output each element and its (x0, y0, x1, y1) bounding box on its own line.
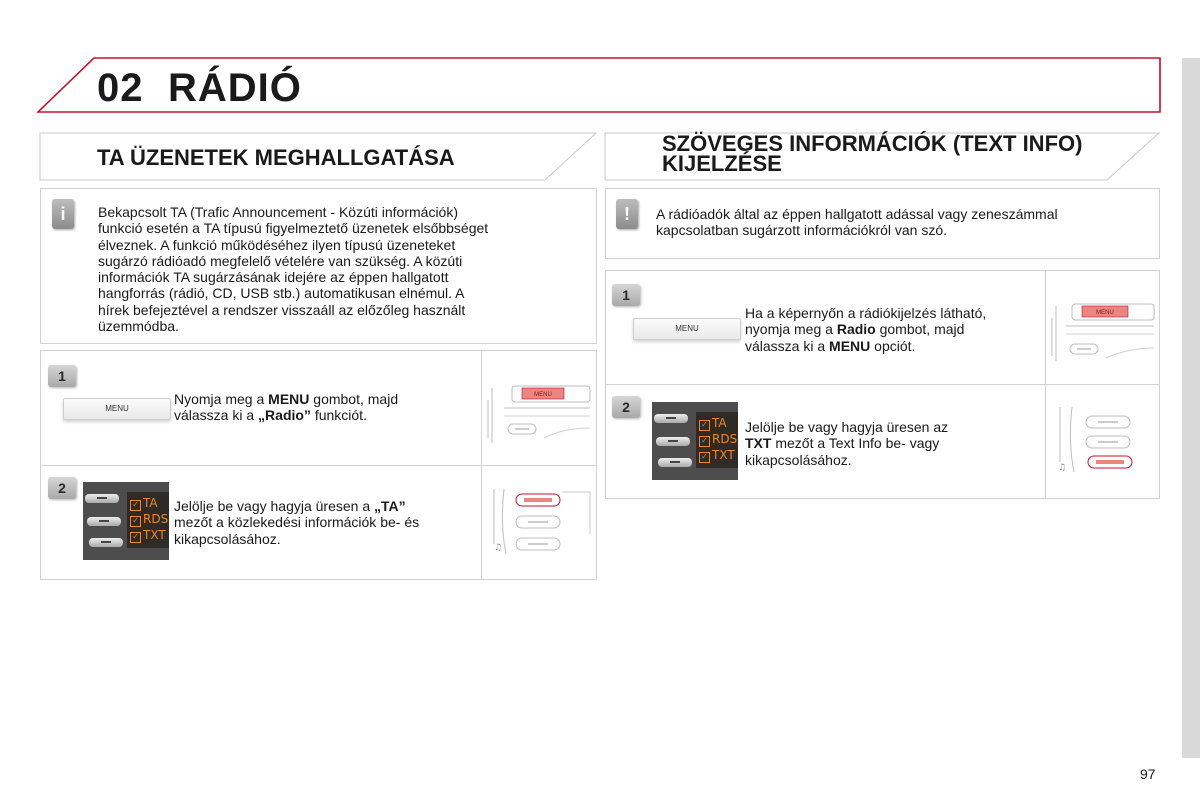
option-label: RDS (712, 432, 738, 446)
divider (40, 465, 597, 466)
text-span: mezőt a Text Info be- vagy (771, 435, 940, 452)
menu-button[interactable]: MENU (63, 398, 171, 420)
option-ta[interactable] (130, 496, 158, 511)
step-2-text (745, 419, 1040, 468)
option-label: TXT (712, 448, 735, 462)
text-span: válassza ki a (745, 337, 830, 354)
text-span: Jelölje be vagy hagyja üresen a (174, 498, 375, 514)
page-number: 97 (1140, 766, 1156, 782)
info-line: sugárzó rádióadó megfelelő vételére van szükség. A közúti (98, 252, 463, 269)
option-label: TXT (143, 528, 166, 542)
display-button (85, 494, 119, 503)
music-note-icon: ♫ (1058, 463, 1067, 473)
info-line: hírek befejeztével a rendszer visszaáll az előzőleg használt (98, 301, 466, 318)
checkbox-icon: ✓ (130, 532, 141, 543)
right-section-title (662, 131, 1132, 176)
checkbox-icon: ✓ (130, 500, 141, 511)
figure-menu-label: MENU (534, 392, 552, 398)
radio-display (83, 482, 169, 560)
display-screen (127, 492, 169, 548)
text-line (745, 321, 1040, 337)
step-1-badge: 1 (48, 365, 76, 387)
info-text (98, 204, 578, 334)
option-label: TA (712, 416, 727, 430)
text-line (745, 338, 1040, 354)
display-button (654, 414, 688, 423)
side-tab-bar (1182, 58, 1200, 758)
text-span: gombot, majd (309, 391, 399, 407)
info-line: hangforrás (rádió, CD, USB stb.) automatikusan elnémul. A (98, 285, 465, 302)
text-line: Ha a képernyőn a rádiókijelzés látható, (745, 305, 987, 321)
text-span: opciót. (870, 337, 916, 354)
text-span: gombot, majd (875, 321, 965, 338)
text-line: Jelölje be vagy hagyja üresen az (745, 419, 949, 435)
step-2-text (174, 498, 474, 547)
figure-menu-label: MENU (1096, 310, 1114, 316)
music-note-icon: ♫ (494, 543, 503, 553)
info-line: üzemmódba. (98, 318, 179, 335)
info-line: információk TA sugárzásának idejére az éppen hallgatott (98, 269, 449, 286)
menu-button[interactable]: MENU (633, 318, 741, 340)
checkbox-icon: ✓ (699, 420, 710, 431)
title-line: SZÖVEGES INFORMÁCIÓK (TEXT INFO) (662, 131, 1083, 156)
radio-keyword: Radio (836, 321, 876, 338)
option-txt[interactable] (699, 448, 735, 463)
text-span: válassza ki a (174, 407, 259, 424)
text-span: funkciót. (310, 407, 367, 424)
display-button (658, 458, 692, 467)
text-span: nyomja meg a (745, 321, 837, 338)
text-span: kikapcsolásához. (174, 530, 281, 547)
option-ta[interactable] (699, 416, 727, 431)
radio-display (652, 402, 738, 480)
option-rds[interactable] (130, 512, 168, 527)
radio-panel-illustration (1048, 296, 1158, 371)
menu-keyword: MENU (268, 391, 310, 407)
checkbox-icon: ✓ (699, 452, 710, 463)
option-txt[interactable] (130, 528, 166, 543)
step-1-text (174, 391, 474, 424)
info-line: Bekapcsolt TA (Trafic Announcement - Közúti információk) (98, 204, 459, 220)
chapter-number: 02 (97, 66, 144, 110)
title-line: KIJELZÉSE (662, 151, 782, 176)
display-button (656, 437, 690, 446)
radio-keyword: „Radio” (258, 407, 311, 424)
step-1-badge: 1 (612, 284, 640, 306)
warning-line: A rádióadók által az éppen hallgatott adással vagy zeneszámmal (656, 206, 1058, 222)
button-panel-illustration (1048, 402, 1158, 482)
step-1-text (745, 305, 1040, 354)
text-span: Nyomja meg a (174, 391, 269, 407)
checkbox-icon: ✓ (699, 436, 710, 447)
option-label: TA (143, 496, 158, 510)
option-label: RDS (143, 512, 169, 526)
display-button (89, 538, 123, 547)
checkbox-icon: ✓ (130, 516, 141, 527)
radio-panel-illustration (484, 378, 594, 453)
step-2-badge: 2 (612, 396, 640, 418)
text-span: mezőt a közlekedési információk be- és (174, 514, 420, 531)
menu-keyword: MENU (829, 337, 871, 354)
info-line: élveznek. A funkció működéséhez ilyen típusú üzeneteket (98, 236, 456, 253)
button-panel-illustration (484, 484, 594, 564)
ta-keyword: „TA” (374, 498, 406, 514)
txt-keyword: TXT (745, 435, 772, 452)
info-line: funkció esetén a TA típusú figyelmeztető üzenetek elsőbbséget (98, 220, 489, 237)
chapter-title: RÁDIÓ (168, 66, 302, 110)
display-screen (696, 412, 738, 468)
left-section-title: TA ÜZENETEK MEGHALLGATÁSA (97, 145, 455, 170)
info-icon: i (52, 199, 74, 229)
text-line (745, 435, 1040, 451)
step-2-badge: 2 (48, 477, 76, 499)
divider (605, 384, 1160, 385)
display-button (87, 517, 121, 526)
warning-text (656, 206, 1146, 239)
option-rds[interactable] (699, 432, 737, 447)
warning-line: kapcsolatban sugárzott információkról van szó. (656, 222, 948, 239)
text-line: kikapcsolásához. (745, 451, 852, 468)
warning-icon: ! (616, 199, 638, 229)
